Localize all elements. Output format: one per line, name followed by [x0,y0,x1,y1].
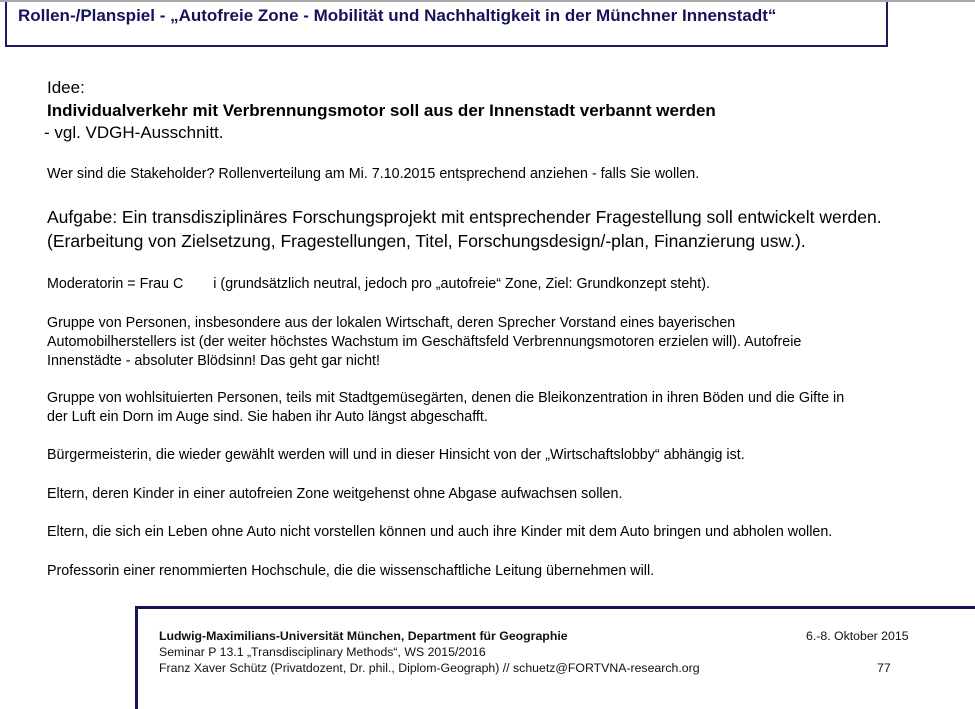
role-line: Automobilherstellers ist (der weiter höchstes Wachstum im Geschäftsfeld Verbrennungsmotoren erzielen will). Autofreie [47,334,802,350]
role-line: Innenstädte - absoluter Blödsinn! Das geht gar nicht! [47,353,381,369]
footer-date: 6.-8. Oktober 2015 [806,629,909,643]
page-number: 77 [877,661,891,675]
idea-label: Idee: [47,78,85,97]
footer-institution: Ludwig-Maximilians-Universität München, Department für Geographie [159,629,568,643]
role-professor: Professorin einer renommierten Hochschule, die die wissenschaftliche Leitung übernehmen will. [47,563,655,579]
moderator-prefix: Moderatorin = Frau C [47,276,184,292]
stakeholder-question: Wer sind die Stakeholder? Rollenverteilung am Mi. 7.10.2015 entsprechend anziehen - falls Sie wollen. [47,166,700,182]
footer-author: Franz Xaver Schütz (Privatdozent, Dr. phil., Diplom-Geograph) // schuetz@FORTVNA-research.org [159,661,700,675]
footer-seminar: Seminar P 13.1 „Transdisciplinary Methods“, WS 2015/2016 [159,645,486,659]
task-line-1: Aufgabe: Ein transdisziplinäres Forschungsprojekt mit entsprechender Fragestellung soll entwickelt werden. [47,207,882,227]
task-line-2: (Erarbeitung von Zielsetzung, Fragestellungen, Titel, Forschungsdesign/-plan, Finanzierung usw.). [47,231,806,251]
slide-title: Rollen-/Planspiel - „Autofreie Zone - Mobilität und Nachhaltigkeit in der Münchner Innenstadt“ [18,6,777,25]
role-mayor: Bürgermeisterin, die wieder gewählt werden will und in dieser Hinsicht von der „Wirtschaftslobby“ abhängig ist. [47,447,745,463]
moderator-suffix: i (grundsätzlich neutral, jedoch pro „autofreie“ Zone, Ziel: Grundkonzept steht). [213,276,710,292]
idea-reference: - vgl. VDGH-Ausschnitt. [44,123,224,142]
idea-headline: Individualverkehr mit Verbrennungsmotor soll aus der Innenstadt verbannt werden [47,101,716,120]
moderator-line [47,276,710,292]
role-parents-car: Eltern, die sich ein Leben ohne Auto nicht vorstellen können und auch ihre Kinder mit dem Auto bringen und abholen wollen. [47,524,833,540]
role-line: der Luft ein Dorn im Auge sind. Sie haben ihr Auto längst abgeschafft. [47,409,488,425]
redacted-name [183,277,213,291]
role-parents-carfree: Eltern, deren Kinder in einer autofreien Zone weitgehenst ohne Abgase aufwachsen sollen. [47,486,623,502]
role-line: Gruppe von Personen, insbesondere aus der lokalen Wirtschaft, deren Sprecher Vorstand eines bayerischen [47,315,736,331]
title-frame [5,2,888,47]
role-line: Gruppe von wohlsituierten Personen, teils mit Stadtgemüsegärten, denen die Bleikonzentration in ihren Böden und die Gifte in [47,390,845,406]
